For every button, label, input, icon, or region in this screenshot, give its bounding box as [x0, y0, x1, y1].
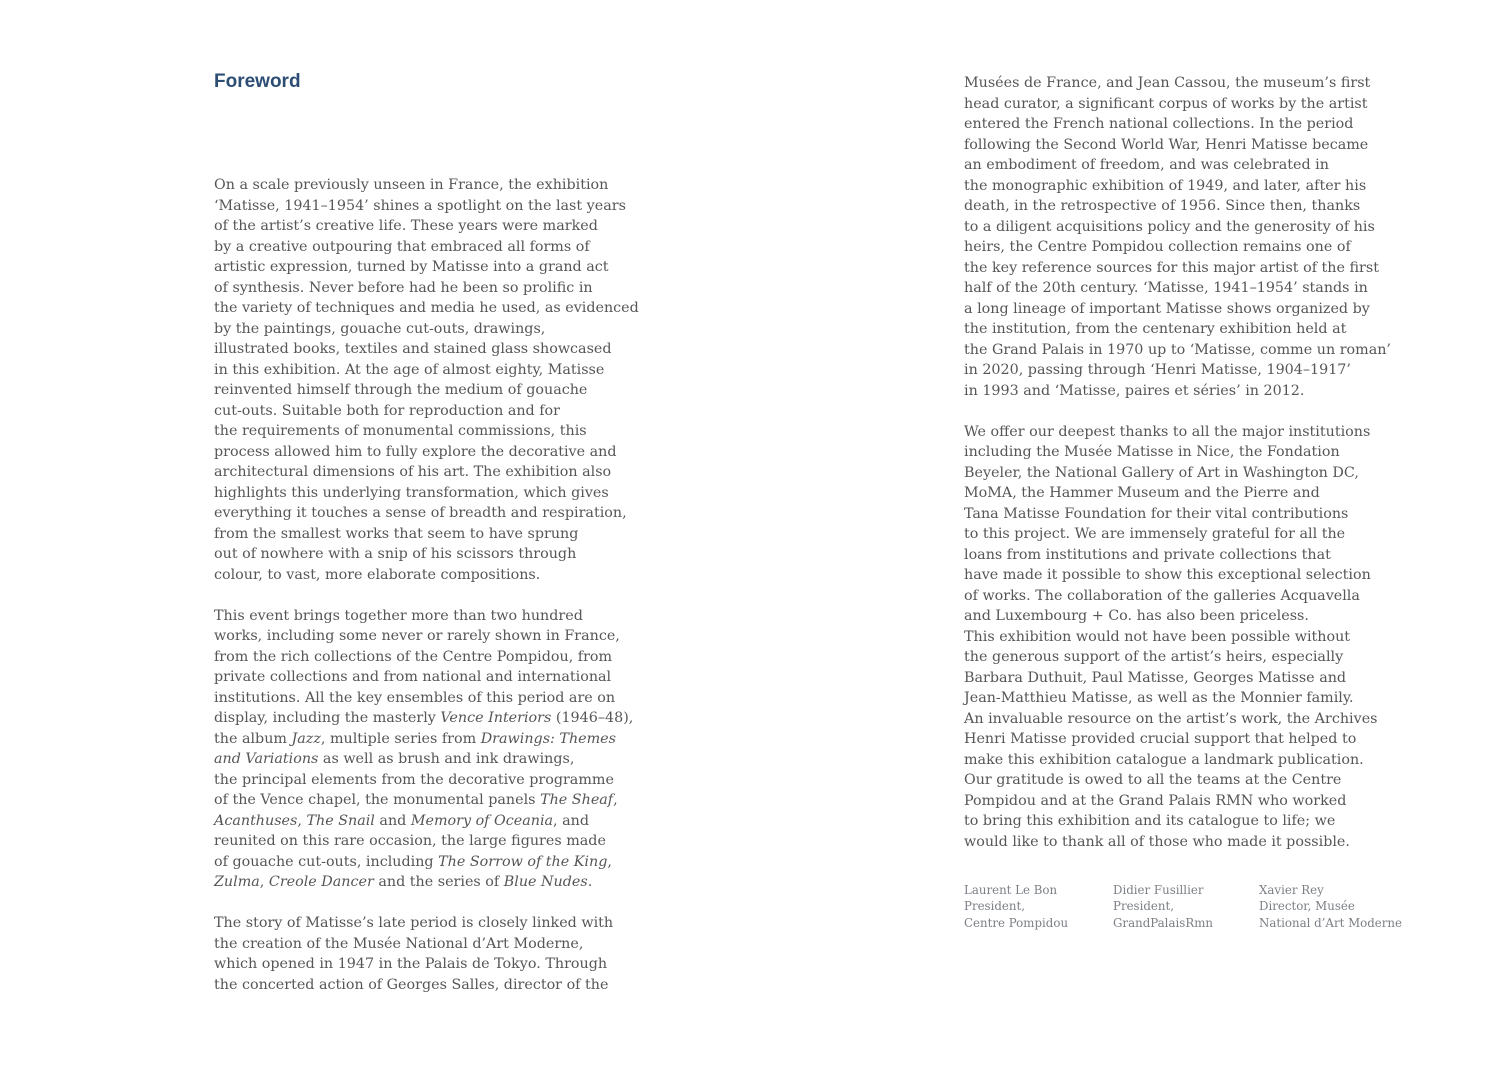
artwork-title: Memory of Oceania — [410, 812, 554, 829]
text-line: Our gratitude is owed to all the teams at the Centre — [964, 772, 1342, 788]
text-line: everything it touches a sense of breadth and respiration, — [214, 505, 627, 521]
text-line: An invaluable resource on the artist’s work, the Archives — [964, 710, 1378, 727]
text-line: to this project. We are immensely grateful for all the — [964, 526, 1346, 542]
text-line: in this exhibition. At the age of almost eighty, Matisse — [214, 361, 605, 378]
text-line: in 2020, passing through ‘Henri Matisse, 1904–1917’ — [964, 362, 1351, 378]
artwork-title: Drawings: Themes — [480, 730, 616, 747]
text-line: by a creative outpouring that embraced all forms of — [214, 238, 590, 255]
text-line: artistic expression, turned by Matisse into a grand act — [214, 259, 609, 275]
text-line — [214, 708, 684, 729]
signatory-xavier-rey — [1259, 882, 1402, 931]
signatory-role: President, — [1113, 899, 1175, 914]
text-line: cut-outs. Suitable both for reproduction and for — [214, 402, 560, 419]
text-line: institutions. All the key ensembles of this period are on — [214, 689, 616, 706]
artwork-title: Blue Nudes — [503, 874, 588, 890]
artwork-title: The Sheaf — [540, 792, 614, 808]
artwork-title: The Sorrow of the King — [438, 853, 608, 870]
text-line: the principal elements from the decorative programme — [214, 771, 614, 788]
paragraph-spacer — [214, 585, 684, 606]
text-run: . — [587, 874, 593, 890]
text-line: Barbara Duthuit, Paul Matisse, Georges Matisse and — [964, 669, 1347, 686]
text-line: half of the 20th century. ‘Matisse, 1941–1954’ stands in — [964, 280, 1368, 296]
text-run: of gouache cut-outs, including — [214, 853, 439, 870]
text-run: , — [297, 812, 307, 829]
text-line: On a scale previously unseen in France, the exhibition — [214, 177, 609, 193]
text-line: an embodiment of freedom, and was celebrated in — [964, 157, 1329, 173]
text-line: Jean-Matthieu Matisse, as well as the Monnier family. — [964, 690, 1354, 706]
text-line: from the smallest works that seem to have sprung — [214, 525, 579, 542]
text-line: the creation of the Musée National d’Art Moderne, — [214, 935, 584, 952]
text-line: to bring this exhibition and its catalogue to life; we — [964, 813, 1336, 829]
text-line: the variety of techniques and media he used, as evidenced — [214, 300, 639, 316]
text-line — [214, 790, 684, 811]
text-line: have made it possible to show this exceptional selection — [964, 567, 1371, 583]
text-line: the requirements of monumental commissions, this — [214, 423, 587, 439]
text-line: from the rich collections of the Centre Pompidou, from — [214, 648, 613, 665]
text-line: make this exhibition catalogue a landmark publication. — [964, 751, 1364, 768]
text-line: death, in the retrospective of 1956. Since then, thanks — [964, 198, 1361, 214]
text-line: a long lineage of important Matisse shows organized by — [964, 300, 1370, 317]
text-line: Tana Matisse Foundation for their vital contributions — [964, 505, 1349, 522]
text-line: the institution, from the centenary exhibition held at — [964, 321, 1347, 337]
text-line: and Luxembourg + Co. has also been priceless. — [964, 608, 1309, 624]
artwork-title: Creole Dancer — [268, 874, 374, 890]
signatory-name: Didier Fusillier — [1113, 883, 1204, 897]
text-line: the generous support of the artist’s heirs, especially — [964, 649, 1344, 665]
text-line: Henri Matisse provided crucial support that helped to — [964, 731, 1357, 747]
text-line: reunited on this rare occasion, the large figures made — [214, 833, 606, 849]
artwork-title: Acanthuses — [214, 812, 298, 829]
text-line: works, including some never or rarely shown in France, — [214, 628, 620, 644]
paragraph-intro — [214, 175, 684, 585]
text-line: the concerted action of Georges Salles, director of the — [214, 976, 609, 993]
text-line: of works. The collaboration of the galleries Acquavella — [964, 587, 1360, 604]
text-line — [214, 811, 684, 832]
text-line: of the artist’s creative life. These years were marked — [214, 218, 598, 234]
paragraph-spacer — [214, 893, 684, 914]
signatory-institution: Centre Pompidou — [964, 915, 1069, 930]
text-line: highlights this underlying transformation, which gives — [214, 484, 609, 501]
text-line: ‘Matisse, 1941–1954’ shines a spotlight on the last years — [214, 197, 626, 214]
text-line: head curator, a significant corpus of works by the artist — [964, 95, 1368, 112]
text-line: illustrated books, textiles and stained glass showcased — [214, 341, 612, 357]
left-text-column — [214, 175, 684, 995]
text-line: would like to thank all of those who made it possible. — [964, 833, 1350, 850]
text-run: (1946–48), — [551, 710, 634, 726]
text-line — [214, 729, 684, 750]
text-run: , multiple series from — [320, 730, 481, 747]
text-line: following the Second World War, Henri Matisse became — [964, 136, 1369, 153]
text-line: colour, to vast, more elaborate compositions. — [214, 566, 541, 583]
text-line: in 1993 and ‘Matisse, paires et séries’ in 2012. — [964, 382, 1305, 399]
text-line: heirs, the Centre Pompidou collection remains one of — [964, 239, 1351, 255]
text-run: display, including the masterly — [214, 710, 441, 726]
text-line: which opened in 1947 in the Palais de Tokyo. Through — [214, 956, 608, 972]
text-line: to a diligent acquisitions policy and the generosity of his — [964, 218, 1375, 235]
text-line: process allowed him to fully explore the decorative and — [214, 443, 617, 460]
text-line: including the Musée Matisse in Nice, the Fondation — [964, 444, 1340, 460]
signatory-role: President, — [964, 899, 1026, 914]
paragraph-works — [214, 606, 684, 893]
text-line: out of nowhere with a snip of his scissors through — [214, 546, 577, 562]
signatory-name: Laurent Le Bon — [964, 883, 1058, 897]
text-run: the album — [214, 730, 292, 747]
signatory-laurent-le-bon — [964, 882, 1068, 931]
text-line: by the paintings, gouache cut-outs, drawings, — [214, 320, 546, 337]
text-run: , and — [553, 812, 590, 829]
text-line: private collections and from national and international — [214, 669, 612, 685]
text-run: , — [607, 853, 612, 870]
foreword-heading: Foreword — [214, 71, 301, 92]
text-line: loans from institutions and private collections that — [964, 546, 1331, 563]
paragraph-collection-history — [964, 73, 1434, 401]
artwork-title: The Snail — [306, 812, 375, 829]
text-line: architectural dimensions of his art. The exhibition also — [214, 464, 612, 480]
text-line: We offer our deepest thanks to all the major institutions — [964, 423, 1371, 440]
text-line — [214, 872, 684, 893]
paragraph-spacer — [964, 401, 1434, 422]
text-line: the Grand Palais in 1970 up to ‘Matisse, comme un roman’ — [964, 341, 1391, 358]
text-line: This exhibition would not have been possible without — [964, 628, 1351, 645]
text-line: the monographic exhibition of 1949, and later, after his — [964, 177, 1367, 194]
text-line — [214, 749, 684, 770]
right-text-column — [964, 73, 1434, 852]
text-line: This event brings together more than two hundred — [214, 607, 583, 624]
signatory-name: Xavier Rey — [1259, 883, 1324, 897]
text-line — [214, 852, 684, 873]
text-line: the key reference sources for this major artist of the first — [964, 259, 1379, 276]
text-run: , — [259, 874, 269, 890]
artwork-title: and Variations — [214, 751, 319, 767]
text-line: entered the French national collections. In the period — [964, 116, 1354, 132]
text-line: Beyeler, the National Gallery of Art in Washington DC, — [964, 464, 1359, 481]
paragraph-acknowledgements — [964, 422, 1434, 853]
text-line: of synthesis. Never before had he been so prolific in — [214, 279, 593, 296]
text-line: Pompidou and at the Grand Palais RMN who worked — [964, 792, 1347, 809]
text-line: The story of Matisse’s late period is closely linked with — [214, 915, 614, 931]
text-run: and — [374, 812, 411, 829]
signatory-institution: GrandPalaisRmn — [1113, 915, 1213, 930]
text-run: , — [613, 792, 618, 808]
paragraph-late-period — [214, 913, 684, 995]
artwork-title: Zulma — [214, 874, 260, 890]
artwork-title: Jazz — [291, 730, 321, 747]
text-line: Musées de France, and Jean Cassou, the museum’s first — [964, 75, 1371, 91]
artwork-title: Vence Interiors — [440, 710, 552, 726]
signatory-institution: National d’Art Moderne — [1259, 915, 1403, 930]
signatory-role: Director, Musée — [1259, 899, 1355, 914]
text-line: MoMA, the Hammer Museum and the Pierre and — [964, 485, 1320, 501]
text-run: of the Vence chapel, the monumental panels — [214, 792, 541, 808]
text-line: reinvented himself through the medium of gouache — [214, 382, 588, 398]
signatory-didier-fusillier — [1113, 882, 1213, 931]
text-run: and the series of — [373, 874, 504, 890]
text-run: as well as brush and ink drawings, — [318, 751, 575, 767]
